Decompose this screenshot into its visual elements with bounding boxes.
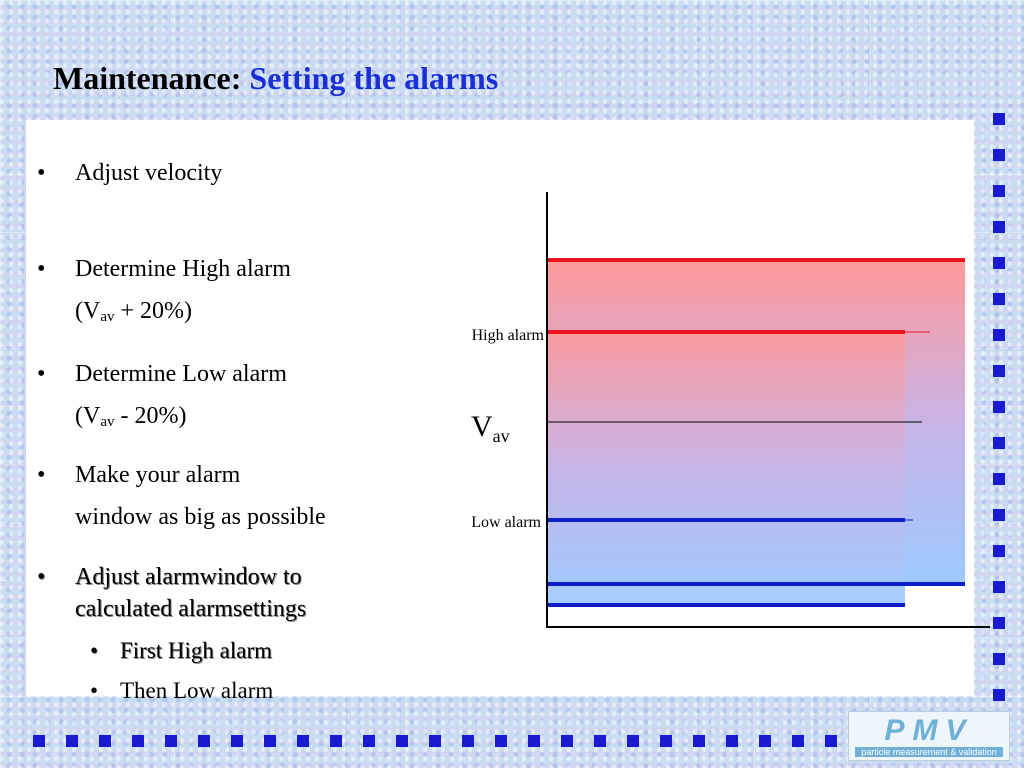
deco-square [993, 473, 1005, 485]
bullet-marker: • [90, 638, 99, 663]
deco-square [993, 509, 1005, 521]
formula-sub: av [100, 414, 115, 430]
deco-square [993, 293, 1005, 305]
bullet-marker: • [37, 462, 46, 488]
deco-square [396, 735, 408, 747]
deco-square [993, 257, 1005, 269]
bullet-marker: • [37, 256, 46, 282]
deco-square [33, 735, 45, 747]
deco-square [363, 735, 375, 747]
bullet-text: Determine High alarm [75, 256, 291, 282]
deco-square [264, 735, 276, 747]
deco-square [993, 365, 1005, 377]
inner-alarm-window [547, 330, 905, 605]
deco-square [993, 545, 1005, 557]
bullet-text: Then Low alarm [120, 678, 274, 703]
deco-square [993, 653, 1005, 665]
deco-square [165, 735, 177, 747]
deco-square [462, 735, 474, 747]
deco-square [627, 735, 639, 747]
deco-square [993, 329, 1005, 341]
subbullet-first-high [90, 637, 273, 665]
deco-square [495, 735, 507, 747]
deco-square [993, 617, 1005, 629]
bullet-text: First High alarm [120, 638, 273, 663]
bullet-high-alarm [37, 255, 291, 283]
bullet-text: Adjust alarmwindow to [75, 564, 302, 590]
formula-open: (V [75, 403, 101, 429]
bullet-marker: • [37, 160, 46, 186]
deco-square [66, 735, 78, 747]
deco-square [825, 735, 837, 747]
logo-text: PMV [884, 714, 974, 747]
deco-square [297, 735, 309, 747]
deco-square [429, 735, 441, 747]
deco-square [993, 149, 1005, 161]
bullet-adjust-velocity [37, 159, 223, 187]
bullet-marker: • [37, 361, 46, 387]
bullet-alarm-window-cont: window as big as possible [75, 504, 326, 530]
deco-square [993, 221, 1005, 233]
vav-main: V [471, 410, 493, 443]
formula-close: + 20%) [114, 298, 193, 324]
deco-square [993, 185, 1005, 197]
bullet-marker: • [37, 564, 46, 590]
title-prefix: Maintenance: [53, 60, 242, 96]
deco-square [132, 735, 144, 747]
formula-open: (V [75, 298, 101, 324]
vav-sub: av [492, 426, 510, 446]
formula-close: - 20%) [114, 403, 187, 429]
high-alarm-label: High alarm [471, 327, 544, 344]
deco-square [198, 735, 210, 747]
deco-square [693, 735, 705, 747]
page-title [53, 60, 498, 97]
logo-subtitle: particle measurement & validation [855, 747, 1003, 757]
bullet-adjust-alarmwindow [37, 563, 302, 591]
low-alarm-label: Low alarm [471, 514, 541, 531]
pmv-logo [848, 711, 1010, 761]
deco-square [99, 735, 111, 747]
deco-square [231, 735, 243, 747]
deco-square [993, 437, 1005, 449]
bullet-low-alarm [37, 360, 287, 388]
bullet-text: Make your alarm [75, 462, 241, 488]
deco-square [594, 735, 606, 747]
alarm-window-diagram [440, 180, 1000, 640]
deco-square [993, 113, 1005, 125]
deco-square [993, 401, 1005, 413]
subbullet-then-low [90, 677, 274, 705]
bullet-text: Determine Low alarm [75, 361, 287, 387]
bullet-alarm-window [37, 461, 241, 489]
low-alarm-formula [75, 402, 186, 436]
formula-sub: av [100, 309, 115, 325]
high-alarm-formula [75, 297, 192, 331]
deco-square [759, 735, 771, 747]
deco-square [561, 735, 573, 747]
bullet-text: Adjust velocity [75, 160, 223, 186]
deco-square [993, 689, 1005, 701]
bullet-adjust-alarmwindow-cont: calculated alarmsettings [75, 596, 307, 622]
deco-square [726, 735, 738, 747]
deco-square [330, 735, 342, 747]
deco-square [792, 735, 804, 747]
title-accent: Setting the alarms [249, 60, 499, 96]
deco-square [660, 735, 672, 747]
vav-label [471, 410, 510, 446]
bullet-marker: • [90, 678, 99, 703]
deco-square [528, 735, 540, 747]
deco-square [993, 581, 1005, 593]
